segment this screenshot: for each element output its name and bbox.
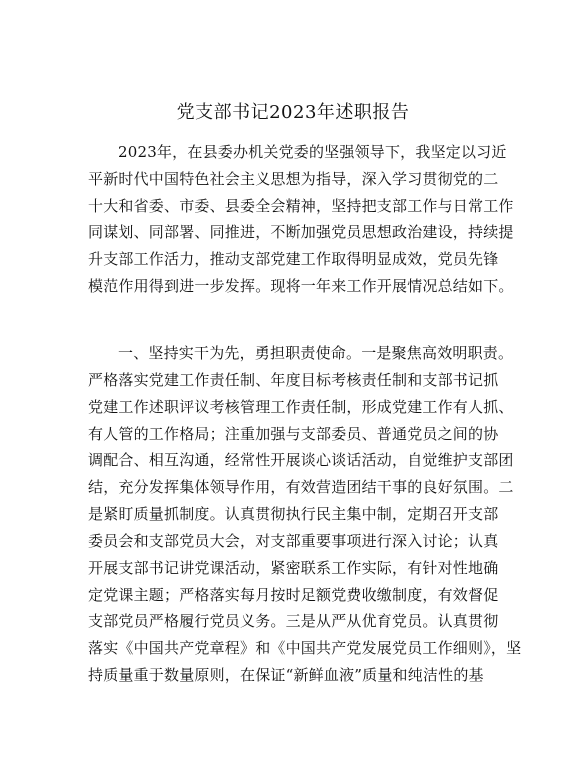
- paragraph-1-line: 同谋划、同部署、同推进，不断加强党员思想政治建设，持续提: [88, 223, 514, 241]
- paragraph-2-line: 有人管的工作格局；注重加强与支部委员、普通党员之间的协: [88, 425, 499, 443]
- paragraph-2-line: 调配合、相互沟通，经常性开展谈心谈话活动，自觉维护支部团: [88, 451, 514, 469]
- paragraph-2-line: 支部党员严格履行党员义务。三是从严从优育党员。认真贯彻: [88, 612, 499, 630]
- paragraph-1-line: 平新时代中国特色社会主义思想为指导，深入学习贯彻党的二: [88, 170, 499, 188]
- paragraph-2-line: 定党课主题；严格落实每月按时足额党费收缴制度，有效督促: [88, 586, 499, 604]
- paragraph-2-line: 委员会和支部党员大会，对支部重要事项进行深入讨论；认真: [88, 532, 499, 550]
- paragraph-2-line: 持质量重于数量原则，在保证“新鲜血液”质量和纯洁性的基: [88, 666, 484, 684]
- paragraph-2-line: 党建工作述职评议考核管理工作责任制，形成党建工作有人抓、: [88, 398, 514, 416]
- paragraph-2-line: 一、坚持实干为先，勇担职责使命。一是聚焦高效明职责。: [118, 344, 514, 362]
- paragraph-2-line: 开展支部书记讲党课活动，紧密联系工作实际，有针对性地确: [88, 559, 499, 577]
- paragraph-2-line: 是紧盯质量抓制度。认真贯彻执行民主集中制，定期召开支部: [88, 505, 499, 523]
- paragraph-2-line: 落实《中国共产党章程》和《中国共产党发展党员工作细则》，坚: [88, 639, 522, 657]
- document-title: 党支部书记2023年述职报告: [176, 102, 410, 123]
- paragraph-1-line: 升支部工作活力，推动支部党建工作取得明显成效，党员先锋: [88, 250, 499, 268]
- paragraph-1-line: 十大和省委、市委、县委全会精神，坚持把支部工作与日常工作: [88, 197, 514, 215]
- paragraph-1-line: 2023年，在县委办机关党委的坚强领导下，我坚定以习近: [118, 143, 507, 161]
- paragraph-2-line: 严格落实党建工作责任制、年度目标考核责任制和支部书记抓: [88, 371, 499, 389]
- paragraph-2-line: 结，充分发挥集体领导作用，有效营造团结干事的良好氛围。二: [88, 478, 514, 496]
- paragraph-1-line: 模范作用得到进一步发挥。现将一年来工作开展情况总结如下。: [88, 277, 514, 295]
